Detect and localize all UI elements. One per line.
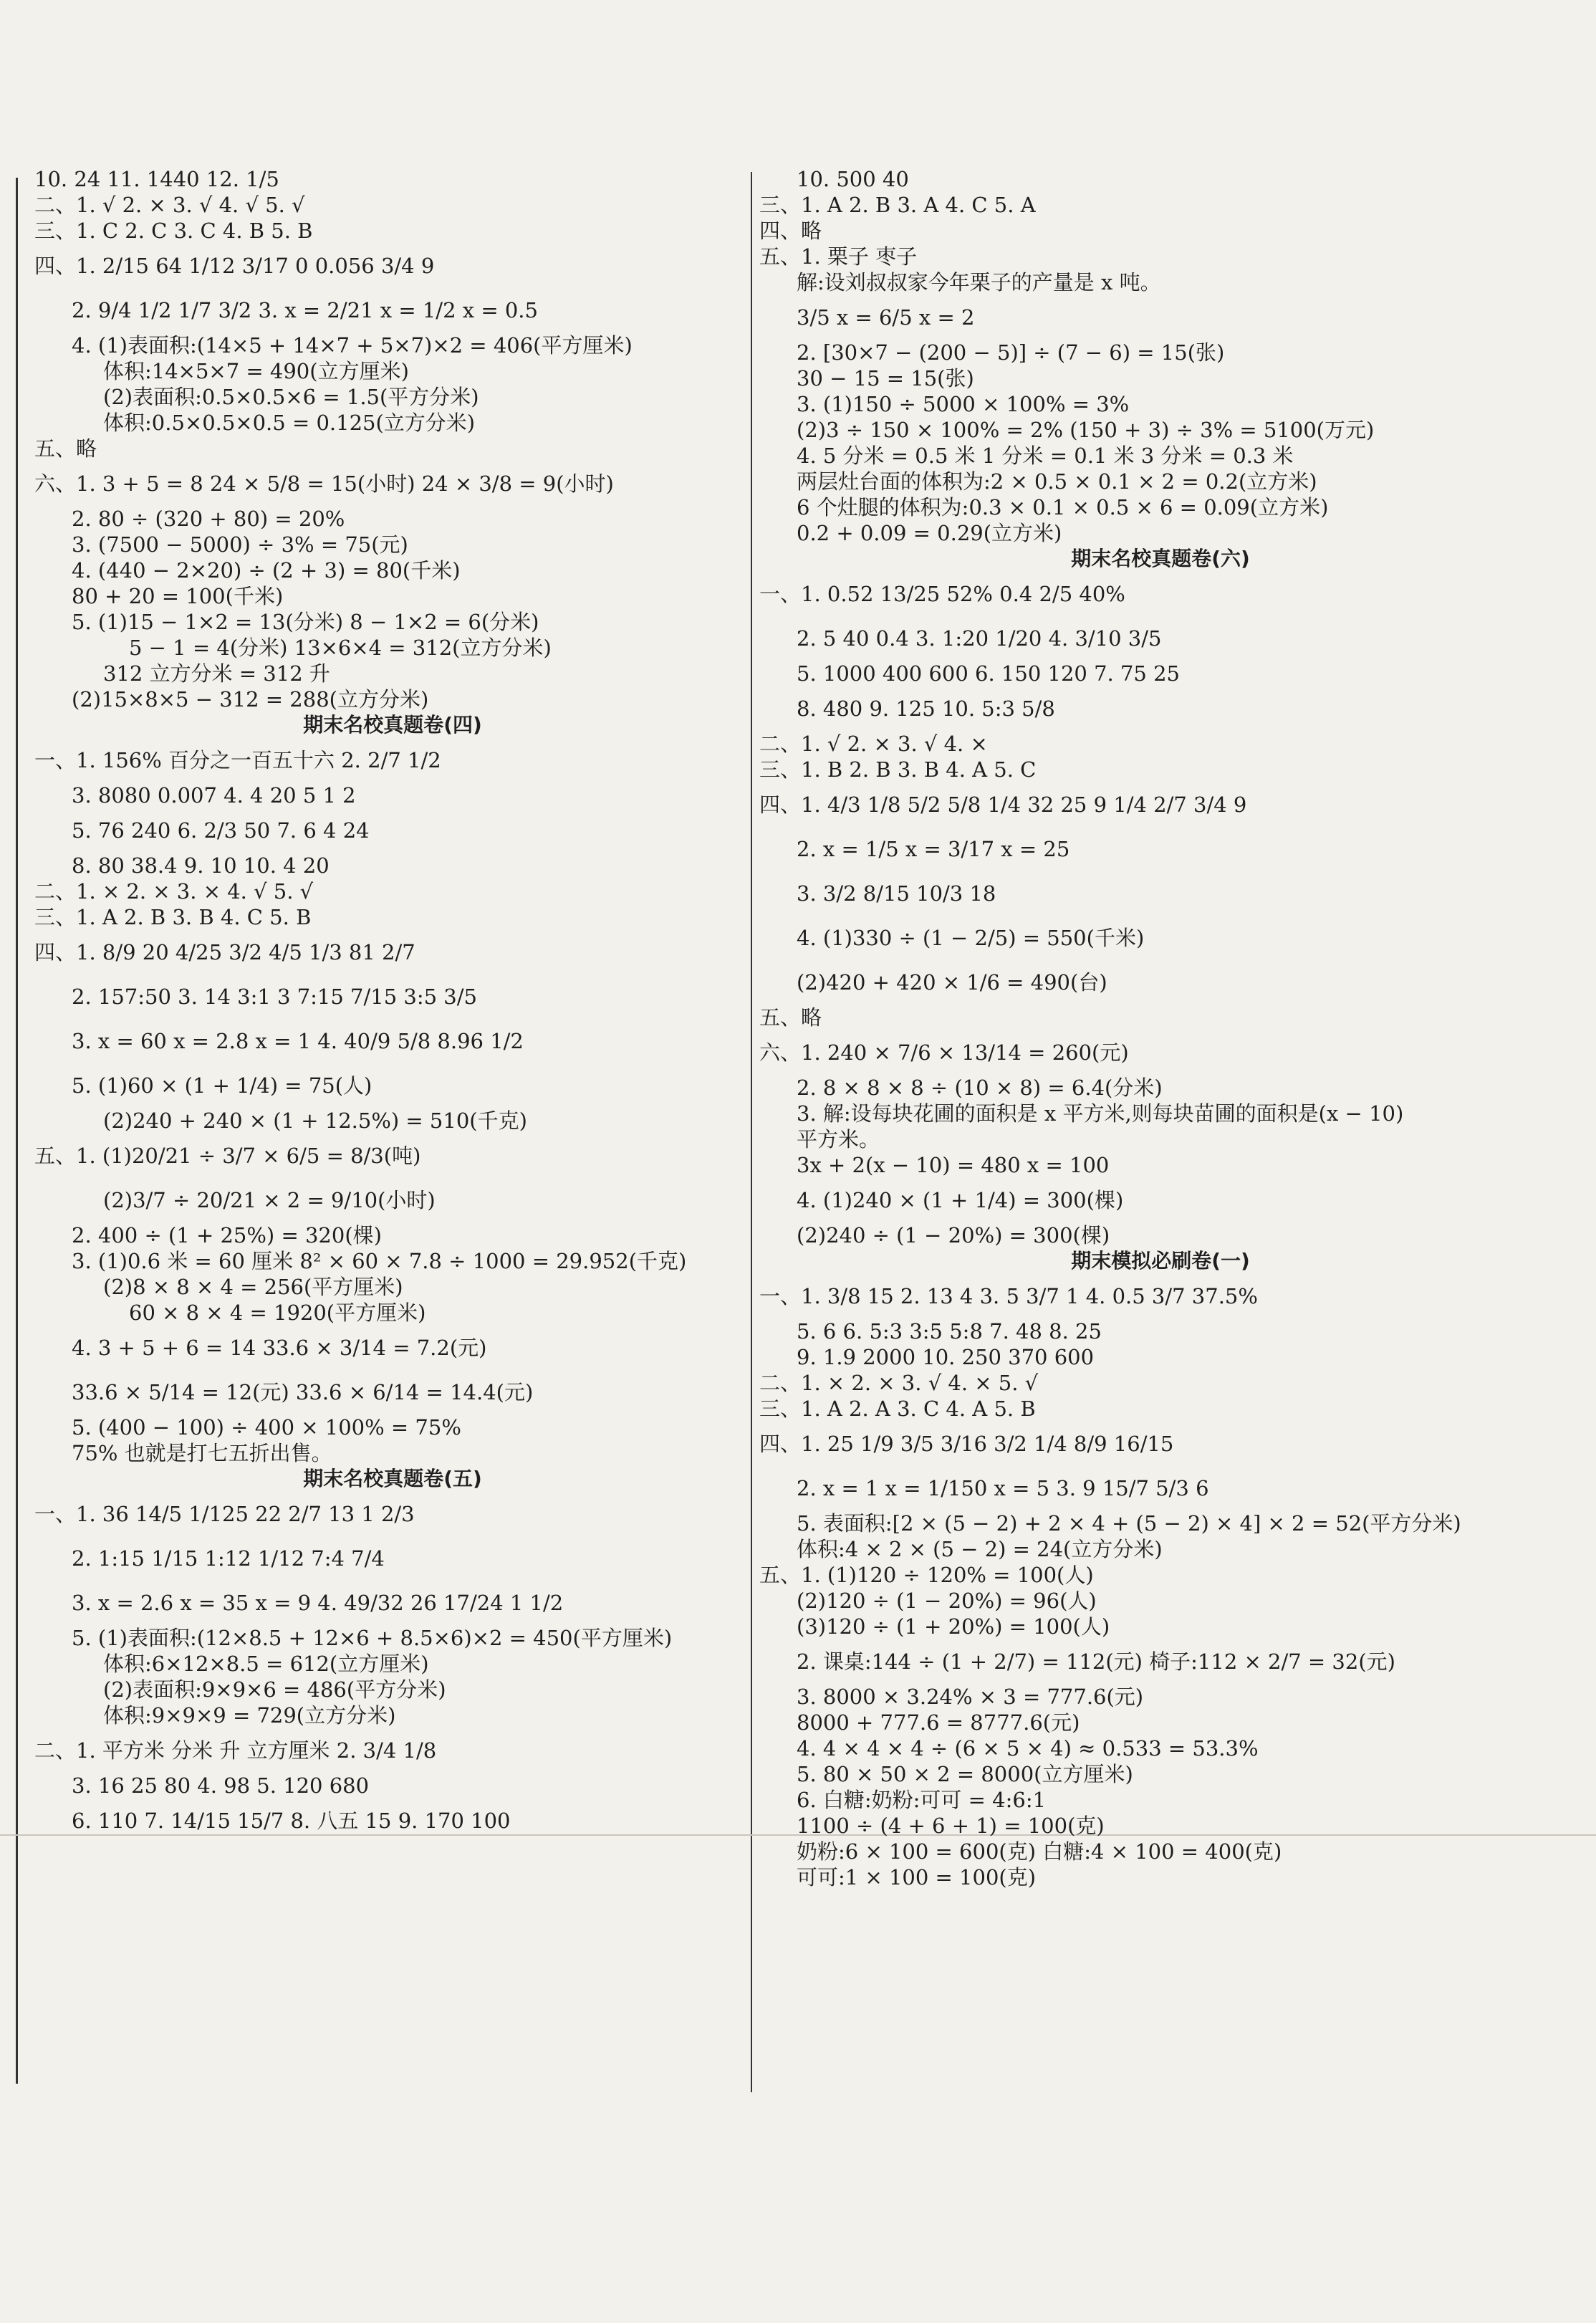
answer-line: 解:设刘叔叔家今年栗子的产量是 x 吨。 <box>797 270 1161 294</box>
answer-line: 0.2 + 0.09 = 0.29(立方米) <box>797 521 1062 545</box>
answer-line: 3. (1)150 ÷ 5000 × 100% = 3% <box>797 392 1130 416</box>
answer-line: 奶粉:6 × 100 = 600(克) 白糖:4 × 100 = 400(克) <box>797 1839 1282 1864</box>
section-title: 期末模拟必刷卷(一) <box>1071 1249 1250 1273</box>
answer-line: 2. 1:15 1/15 1:12 1/12 7:4 7/4 <box>72 1546 385 1571</box>
answer-line: 4. (440 − 2×20) ÷ (2 + 3) = 80(千米) <box>72 558 461 583</box>
answer-line: 四、略 <box>759 219 822 243</box>
answer-line: 1100 ÷ (4 + 6 + 1) = 100(克) <box>797 1814 1105 1838</box>
answer-line: 三、1. B 2. B 3. B 4. A 5. C <box>759 757 1037 782</box>
answer-line: 三、1. A 2. A 3. C 4. A 5. B <box>759 1397 1036 1421</box>
answer-line: 2. 9/4 1/2 1/7 3/2 3. x = 2/21 x = 1/2 x = 0.5 <box>72 298 538 322</box>
answer-line: 5. (400 − 100) ÷ 400 × 100% = 75% <box>72 1415 461 1440</box>
answer-line: 5. 80 × 50 × 2 = 8000(立方厘米) <box>797 1762 1133 1786</box>
answer-line: 一、1. 0.52 13/25 52% 0.4 2/5 40% <box>759 582 1125 606</box>
answer-line: 3. 8080 0.007 4. 4 20 5 1 2 <box>72 783 356 808</box>
answer-line: 4. 3 + 5 + 6 = 14 33.6 × 3/14 = 7.2(元) <box>72 1336 487 1360</box>
answer-line: 一、1. 3/8 15 2. 13 4 3. 5 3/7 1 4. 0.5 3/7 37.5% <box>759 1284 1258 1308</box>
answer-line: 5. 76 240 6. 2/3 50 7. 6 4 24 <box>72 818 370 843</box>
answer-line: (2)240 ÷ (1 − 20%) = 300(棵) <box>797 1223 1110 1247</box>
answer-line: 6 个灶腿的体积为:0.3 × 0.1 × 0.5 × 6 = 0.09(立方米) <box>797 495 1329 519</box>
answer-line: 体积:14×5×7 = 490(立方厘米) <box>103 359 409 383</box>
answer-line: 5. 表面积:[2 × (5 − 2) + 2 × 4 + (5 − 2) × 4] × 2 = 52(平方分米) <box>797 1511 1461 1536</box>
answer-line: (2)15×8×5 − 312 = 288(立方分米) <box>72 687 429 712</box>
answer-line: 三、1. C 2. C 3. C 4. B 5. B <box>34 219 313 243</box>
answer-line: 2. [30×7 − (200 − 5)] ÷ (7 − 6) = 15(张) <box>797 340 1225 365</box>
answer-line: 2. 157:50 3. 14 3:1 3 7:15 7/15 3:5 3/5 <box>72 985 477 1009</box>
answer-line: (2)240 + 240 × (1 + 12.5%) = 510(千克) <box>103 1108 527 1133</box>
answer-line: 5 − 1 = 4(分米) 13×6×4 = 312(立方分米) <box>129 636 552 660</box>
column-divider <box>751 172 752 2092</box>
answer-line: (2)8 × 8 × 4 = 256(平方厘米) <box>103 1275 403 1299</box>
left-margin-rule <box>16 178 18 2084</box>
answer-line: 四、1. 2/15 64 1/12 3/17 0 0.056 3/4 9 <box>34 254 435 278</box>
answer-line: 3. x = 60 x = 2.8 x = 1 4. 40/9 5/8 8.96 1/2 <box>72 1029 524 1053</box>
answer-line: 3. 解:设每块花圃的面积是 x 平方米,则每块苗圃的面积是(x − 10) <box>797 1101 1404 1126</box>
answer-line: 4. 4 × 4 × 4 ÷ (6 × 5 × 4) ≈ 0.533 = 53.3% <box>797 1736 1259 1761</box>
answer-line: 体积:9×9×9 = 729(立方分米) <box>103 1703 396 1728</box>
answer-line: 一、1. 156% 百分之一百五十六 2. 2/7 1/2 <box>34 748 441 772</box>
answer-line: 三、1. A 2. B 3. A 4. C 5. A <box>759 193 1036 217</box>
answer-line: 2. 课桌:144 ÷ (1 + 2/7) = 112(元) 椅子:112 × 2/7 = 32(元) <box>797 1649 1395 1674</box>
answer-line: 2. x = 1 x = 1/150 x = 5 3. 9 15/7 5/3 6 <box>797 1476 1209 1500</box>
answer-line: (2)表面积:9×9×6 = 486(平方分米) <box>103 1677 446 1702</box>
answer-line: 平方米。 <box>797 1127 880 1151</box>
answer-line: 80 + 20 = 100(千米) <box>72 584 284 608</box>
answer-line: 3. 8000 × 3.24% × 3 = 777.6(元) <box>797 1685 1144 1709</box>
answer-line: 4. 5 分米 = 0.5 米 1 分米 = 0.1 米 3 分米 = 0.3 米 <box>797 444 1294 468</box>
answer-line: 30 − 15 = 15(张) <box>797 366 974 391</box>
answer-line: 8. 80 38.4 9. 10 10. 4 20 <box>72 853 330 878</box>
answer-line: 2. 8 × 8 × 8 ÷ (10 × 8) = 6.4(分米) <box>797 1076 1163 1100</box>
answer-line: 体积:0.5×0.5×0.5 = 0.125(立方分米) <box>103 411 476 435</box>
answer-line: 五、1. (1)120 ÷ 120% = 100(人) <box>759 1563 1094 1587</box>
answer-line: 二、1. 平方米 分米 升 立方厘米 2. 3/4 1/8 <box>34 1738 437 1763</box>
answer-line: (2)3 ÷ 150 × 100% = 2% (150 + 3) ÷ 3% = 5100(万元) <box>797 418 1375 442</box>
answer-line: 5. (1)60 × (1 + 1/4) = 75(人) <box>72 1073 372 1098</box>
answer-line: 一、1. 36 14/5 1/125 22 2/7 13 1 2/3 <box>34 1502 415 1526</box>
answer-line: (2)120 ÷ (1 − 20%) = 96(人) <box>797 1589 1097 1613</box>
answer-line: 六、1. 3 + 5 = 8 24 × 5/8 = 15(小时) 24 × 3/8 = 9(小时) <box>34 471 614 496</box>
answer-line: 二、1. × 2. × 3. × 4. √ 5. √ <box>34 879 314 904</box>
answer-line: 6. 110 7. 14/15 15/7 8. 八五 15 9. 170 100 <box>72 1809 511 1833</box>
answer-line: (2)420 + 420 × 1/6 = 490(台) <box>797 970 1107 995</box>
answer-line: 5. (1)15 − 1×2 = 13(分米) 8 − 1×2 = 6(分米) <box>72 610 539 634</box>
answer-line: 3. (1)0.6 米 = 60 厘米 8² × 60 × 7.8 ÷ 1000 = 29.952(千克) <box>72 1249 687 1273</box>
answer-line: 3. 16 25 80 4. 98 5. 120 680 <box>72 1773 370 1798</box>
answer-line: 两层灶台面的体积为:2 × 0.5 × 0.1 × 2 = 0.2(立方米) <box>797 469 1317 494</box>
answer-line: 33.6 × 5/14 = 12(元) 33.6 × 6/14 = 14.4(元) <box>72 1380 534 1404</box>
answer-line: 二、1. √ 2. × 3. √ 4. √ 5. √ <box>34 193 305 217</box>
answer-line: 3x + 2(x − 10) = 480 x = 100 <box>797 1153 1110 1177</box>
answer-line: 可可:1 × 100 = 100(克) <box>797 1865 1037 1889</box>
answer-line: 三、1. A 2. B 3. B 4. C 5. B <box>34 905 312 929</box>
answer-line: 五、略 <box>759 1005 822 1030</box>
answer-line: 5. 6 6. 5:3 3:5 5:8 7. 48 8. 25 <box>797 1319 1102 1343</box>
answer-line: 2. x = 1/5 x = 3/17 x = 25 <box>797 837 1070 861</box>
answer-line: 二、1. √ 2. × 3. √ 4. × <box>759 732 988 756</box>
answer-line: 9. 1.9 2000 10. 250 370 600 <box>797 1345 1095 1369</box>
answer-line: 8000 + 777.6 = 8777.6(元) <box>797 1710 1080 1735</box>
answer-line: 六、1. 240 × 7/6 × 13/14 = 260(元) <box>759 1040 1129 1065</box>
answer-line: 4. (1)表面积:(14×5 + 14×7 + 5×7)×2 = 406(平方厘米) <box>72 333 633 358</box>
answer-line: 3. 3/2 8/15 10/3 18 <box>797 881 996 906</box>
section-title: 期末名校真题卷(四) <box>303 713 482 737</box>
answer-line: 3. x = 2.6 x = 35 x = 9 4. 49/32 26 17/24 1 1/2 <box>72 1591 564 1615</box>
answer-line: 2. 400 ÷ (1 + 25%) = 320(棵) <box>72 1223 382 1247</box>
answer-line: 312 立方分米 = 312 升 <box>103 661 330 686</box>
answer-line: 2. 80 ÷ (320 + 80) = 20% <box>72 507 345 531</box>
answer-line: 3/5 x = 6/5 x = 2 <box>797 305 975 330</box>
answer-line: 10. 24 11. 1440 12. 1/5 <box>34 167 279 191</box>
answer-column-right <box>759 166 1562 1890</box>
answer-line: 2. 5 40 0.4 3. 1:20 1/20 4. 3/10 3/5 <box>797 626 1162 651</box>
section-title: 期末名校真题卷(六) <box>1071 547 1250 570</box>
answer-line: 6. 白糖:奶粉:可可 = 4:6:1 <box>797 1788 1047 1812</box>
answer-line: 75% 也就是打七五折出售。 <box>72 1441 332 1465</box>
answer-line: 10. 500 40 <box>797 167 909 191</box>
answer-line: 8. 480 9. 125 10. 5:3 5/8 <box>797 696 1055 721</box>
answer-line: 4. (1)240 × (1 + 1/4) = 300(棵) <box>797 1188 1124 1212</box>
answer-line: (2)表面积:0.5×0.5×6 = 1.5(平方分米) <box>103 385 479 409</box>
answer-line: 3. (7500 − 5000) ÷ 3% = 75(元) <box>72 532 408 557</box>
answer-line: (2)3/7 ÷ 20/21 × 2 = 9/10(小时) <box>103 1188 436 1212</box>
answer-line: 四、1. 8/9 20 4/25 3/2 4/5 1/3 81 2/7 <box>34 940 415 964</box>
answer-line: 四、1. 25 1/9 3/5 3/16 3/2 1/4 8/9 16/15 <box>759 1432 1174 1456</box>
answer-line: (3)120 ÷ (1 + 20%) = 100(人) <box>797 1614 1110 1639</box>
answer-line: 二、1. × 2. × 3. √ 4. × 5. √ <box>759 1371 1039 1395</box>
answer-line: 五、略 <box>34 436 97 461</box>
section-title: 期末名校真题卷(五) <box>303 1467 482 1490</box>
answer-line: 5. (1)表面积:(12×8.5 + 12×6 + 8.5×6)×2 = 450(平方厘米) <box>72 1626 673 1650</box>
answer-column-left <box>34 166 751 1843</box>
answer-line: 体积:6×12×8.5 = 612(立方厘米) <box>103 1652 429 1676</box>
answer-line: 体积:4 × 2 × (5 − 2) = 24(立方分米) <box>797 1537 1163 1561</box>
answer-line: 5. 1000 400 600 6. 150 120 7. 75 25 <box>797 661 1180 686</box>
answer-line: 4. (1)330 ÷ (1 − 2/5) = 550(千米) <box>797 926 1145 950</box>
answer-line: 五、1. (1)20/21 ÷ 3/7 × 6/5 = 8/3(吨) <box>34 1144 421 1168</box>
answer-line: 五、1. 栗子 枣子 <box>759 244 918 269</box>
answer-line: 四、1. 4/3 1/8 5/2 5/8 1/4 32 25 9 1/4 2/7 3/4 9 <box>759 792 1247 817</box>
answer-line: 60 × 8 × 4 = 1920(平方厘米) <box>129 1301 426 1325</box>
